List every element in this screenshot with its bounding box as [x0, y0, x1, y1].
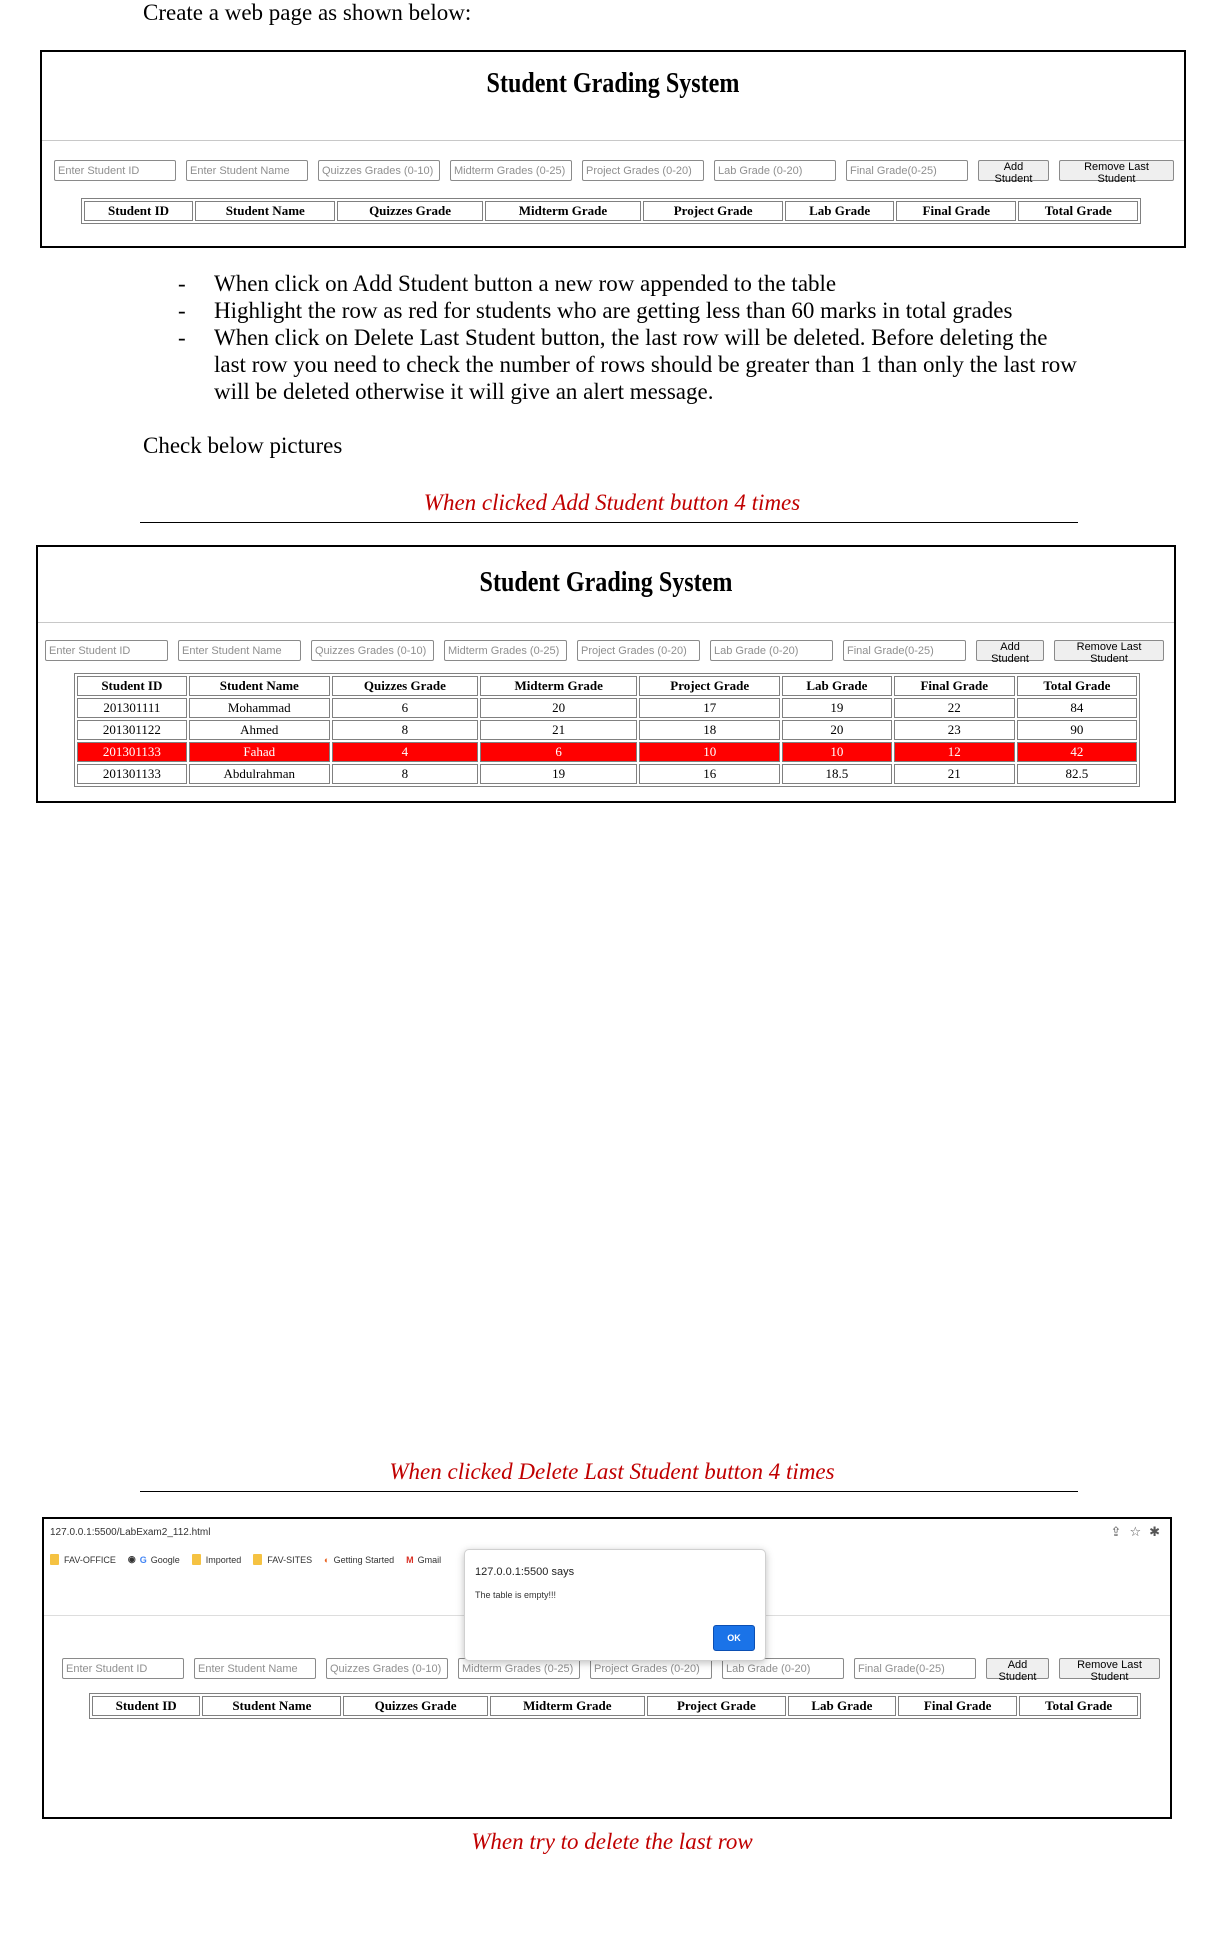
grades-table — [89, 1693, 1141, 1719]
table-cell: 20 — [782, 720, 892, 740]
bookmark-item[interactable]: FAV-SITES — [253, 1554, 312, 1565]
app-frame-alert — [42, 1517, 1172, 1819]
column-header: Student ID — [84, 201, 193, 221]
column-header: Midterm Grade — [485, 201, 642, 221]
add-student-button[interactable]: Add Student — [986, 1658, 1049, 1679]
column-header: Lab Grade — [782, 676, 892, 696]
browser-toolbar-icons — [1103, 1525, 1160, 1540]
chrome-icon: ◉ — [127, 1554, 136, 1564]
table-cell: 10 — [639, 742, 780, 762]
table-cell: 10 — [782, 742, 892, 762]
quizzes-input[interactable] — [318, 160, 440, 181]
table-header-row — [84, 201, 1138, 221]
table-cell: 16 — [639, 764, 780, 784]
requirements-list — [178, 270, 1078, 405]
column-header: Project Grade — [647, 1696, 786, 1716]
check-below-text: Check below pictures — [143, 433, 343, 458]
table-cell: 21 — [894, 764, 1015, 784]
app-title: Student Grading System — [486, 68, 740, 99]
app-title: Student Grading System — [479, 567, 733, 598]
project-input[interactable] — [582, 160, 704, 181]
column-header: Student Name — [195, 201, 335, 221]
column-header: Total Grade — [1018, 201, 1138, 221]
bookmark-item[interactable]: M Gmail — [406, 1554, 442, 1565]
table-cell: 42 — [1017, 742, 1137, 762]
column-header: Student Name — [189, 676, 330, 696]
column-header: Quizzes Grade — [332, 676, 478, 696]
intro-text: Create a web page as shown below: — [143, 0, 472, 25]
table-cell: 8 — [332, 720, 478, 740]
grades-table — [81, 198, 1141, 224]
table-cell: 22 — [894, 698, 1015, 718]
table-cell: 6 — [480, 742, 637, 762]
table-cell: 12 — [894, 742, 1015, 762]
column-header: Final Grade — [898, 1696, 1017, 1716]
table-cell: Mohammad — [189, 698, 330, 718]
requirement-item: - When click on Delete Last Student button, the last row will be deleted. Before deleting the last row you need to check the number of rows should be greater than 1 than only the last row will be deleted otherwise it will give an alert message. — [178, 325, 1077, 404]
requirement-item: - Highlight the row as red for students who are getting less than 60 marks in total grades — [178, 298, 1013, 323]
caption-delete: When clicked Delete Last Student button 4 times — [389, 1459, 835, 1484]
table-cell: 18 — [639, 720, 780, 740]
column-header: Lab Grade — [788, 1696, 896, 1716]
bookmark-item[interactable]: FAV-OFFICE — [50, 1554, 116, 1565]
app-frame-initial — [40, 50, 1186, 248]
table-row — [77, 720, 1137, 740]
remove-last-student-button[interactable]: Remove Last Student — [1059, 1658, 1160, 1679]
extension-icon[interactable]: ✱ — [1149, 1525, 1160, 1540]
table-cell: 90 — [1017, 720, 1137, 740]
firefox-icon: ◐ — [324, 1554, 330, 1565]
table-cell: 201301133 — [77, 742, 187, 762]
table-cell: 4 — [332, 742, 478, 762]
app-frame-rows — [36, 545, 1176, 803]
student-name-input[interactable] — [186, 160, 308, 181]
column-header: Student ID — [92, 1696, 200, 1716]
midterm-input[interactable] — [444, 640, 567, 661]
column-header: Midterm Grade — [490, 1696, 645, 1716]
midterm-input[interactable] — [450, 160, 572, 181]
column-header: Final Grade — [894, 676, 1015, 696]
table-cell: 84 — [1017, 698, 1137, 718]
table-cell: 201301133 — [77, 764, 187, 784]
grades-table — [74, 673, 1140, 787]
column-header: Total Grade — [1017, 676, 1137, 696]
student-name-input[interactable] — [194, 1658, 316, 1679]
table-cell: 6 — [332, 698, 478, 718]
input-row — [54, 160, 1184, 185]
student-id-input[interactable] — [45, 640, 168, 661]
table-row — [77, 764, 1137, 784]
google-icon: G — [139, 1554, 147, 1565]
column-header: Midterm Grade — [480, 676, 637, 696]
column-header: Quizzes Grade — [343, 1696, 487, 1716]
final-input[interactable] — [843, 640, 966, 661]
table-cell: 8 — [332, 764, 478, 784]
lab-input[interactable] — [714, 160, 836, 181]
column-header: Lab Grade — [785, 201, 894, 221]
table-cell: 18.5 — [782, 764, 892, 784]
student-id-input[interactable] — [62, 1658, 184, 1679]
browser-url[interactable]: 127.0.0.1:5500/LabExam2_112.html — [50, 1527, 211, 1538]
remove-last-student-button[interactable]: Remove Last Student — [1054, 640, 1164, 661]
caption-add: When clicked Add Student button 4 times — [423, 490, 801, 515]
final-input[interactable] — [854, 1658, 976, 1679]
remove-last-student-button[interactable]: Remove Last Student — [1059, 160, 1174, 181]
alert-message: The table is empty!!! — [475, 1590, 557, 1600]
table-cell: 23 — [894, 720, 1015, 740]
table-row — [77, 698, 1137, 718]
alert-ok-button[interactable]: OK — [713, 1625, 755, 1651]
table-cell: 201301111 — [77, 698, 187, 718]
midterm-input[interactable] — [458, 1658, 580, 1679]
lab-input[interactable] — [710, 640, 833, 661]
table-cell: 19 — [480, 764, 637, 784]
star-icon[interactable]: ☆ — [1129, 1525, 1142, 1540]
project-input[interactable] — [577, 640, 700, 661]
table-cell: 82.5 — [1017, 764, 1137, 784]
table-header-row — [92, 1696, 1138, 1716]
column-header: Quizzes Grade — [337, 201, 482, 221]
alert-title: 127.0.0.1:5500 says — [475, 1566, 575, 1578]
table-cell: 17 — [639, 698, 780, 718]
input-row — [62, 1658, 1170, 1683]
column-header: Student ID — [77, 676, 187, 696]
table-cell: Fahad — [189, 742, 330, 762]
column-header: Project Grade — [639, 676, 780, 696]
add-student-button[interactable]: Add Student — [978, 160, 1049, 181]
input-row — [45, 640, 1174, 665]
requirement-item: - When click on Add Student button a new row appended to the table — [178, 271, 837, 296]
caption-try: When try to delete the last row — [471, 1829, 753, 1854]
bookmarks-bar — [50, 1554, 453, 1565]
table-cell: 20 — [480, 698, 637, 718]
column-header: Final Grade — [896, 201, 1016, 221]
bookmark-item[interactable]: Imported — [192, 1554, 242, 1565]
final-input[interactable] — [846, 160, 968, 181]
table-cell: Abdulrahman — [189, 764, 330, 784]
table-cell: 201301122 — [77, 720, 187, 740]
quizzes-input[interactable] — [326, 1658, 448, 1679]
add-student-button[interactable]: Add Student — [976, 640, 1044, 661]
column-header: Student Name — [202, 1696, 341, 1716]
bookmark-item[interactable]: ◐ Getting Started — [324, 1554, 395, 1565]
student-id-input[interactable] — [54, 160, 176, 181]
table-cell: 21 — [480, 720, 637, 740]
gmail-icon: M — [406, 1554, 414, 1565]
bookmark-item[interactable]: ◉ G Google — [127, 1554, 180, 1565]
quizzes-input[interactable] — [311, 640, 434, 661]
share-icon[interactable]: ⇪ — [1110, 1525, 1122, 1540]
alert-dialog — [464, 1549, 766, 1661]
table-cell: 19 — [782, 698, 892, 718]
column-header: Total Grade — [1019, 1696, 1138, 1716]
lab-input[interactable] — [722, 1658, 844, 1679]
column-header: Project Grade — [643, 201, 783, 221]
table-header-row — [77, 676, 1137, 696]
project-input[interactable] — [590, 1658, 712, 1679]
table-cell: Ahmed — [189, 720, 330, 740]
student-name-input[interactable] — [178, 640, 301, 661]
table-row — [77, 742, 1137, 762]
